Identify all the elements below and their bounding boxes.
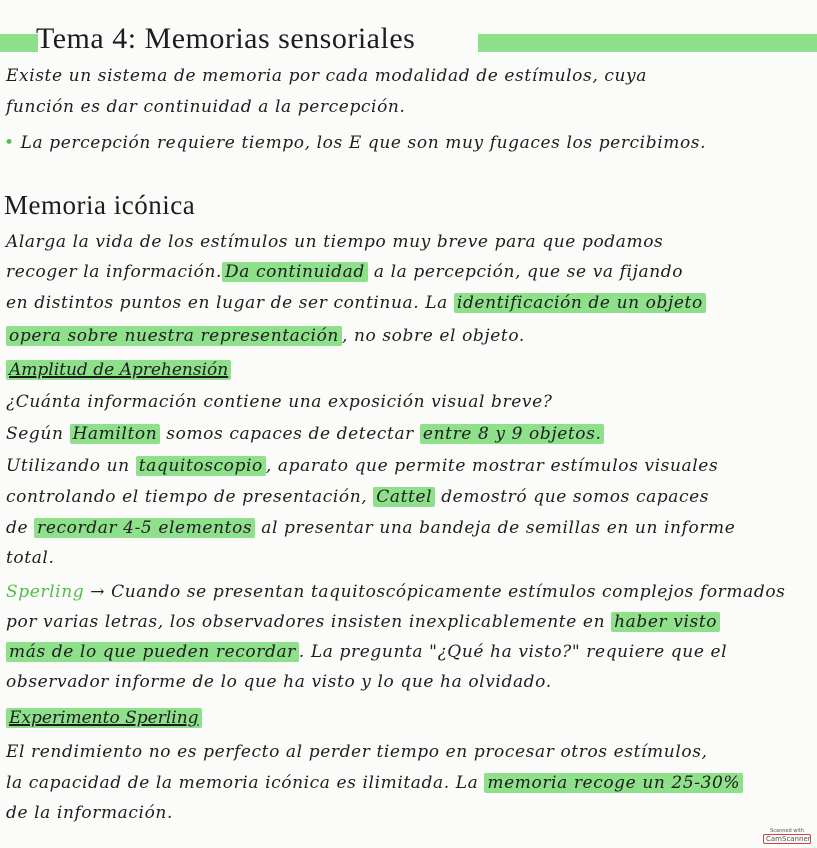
sperling-line-2 xyxy=(6,612,817,632)
exp-l2-text: la capacidad de la memoria icónica es ilimitada. La xyxy=(6,773,485,793)
sperling-line-4: observador informe de lo que ha visto y lo que ha olvidado. xyxy=(6,672,552,692)
title-highlight-left xyxy=(0,34,38,52)
highlight-memoria-recoge: memoria recoge un 25-30% xyxy=(484,773,743,793)
subheading-amplitud xyxy=(6,360,231,380)
p1-l2-text: recoger la información. xyxy=(6,262,223,282)
p1-l2-tail: a la percepción, que se va fijando xyxy=(367,262,684,282)
total-line: total. xyxy=(6,548,55,568)
bullet-line xyxy=(4,133,817,153)
sperling-l2-text: por varias letras, los observadores insisten inexplicablemente en xyxy=(6,612,612,632)
sperling-l1-text: → Cuando se presentan taquitoscópicamente estímulos complejos formados xyxy=(84,582,786,602)
question-line: ¿Cuánta información contiene una exposición visual breve? xyxy=(6,392,553,412)
taq-pre: Utilizando un xyxy=(6,456,136,476)
subheading-amplitud-text: Amplitud de Aprehensión xyxy=(6,360,231,380)
sperling-line-3 xyxy=(6,642,817,662)
highlight-taquitoscopio: taquitoscopio xyxy=(136,456,266,476)
taquitoscopio-line xyxy=(6,456,817,476)
highlight-mas-de-lo-que: más de lo que pueden recordar xyxy=(6,642,299,662)
sperling-line-1 xyxy=(6,582,817,602)
recordar-line xyxy=(6,518,817,538)
p1-l4-tail: , no sobre el objeto. xyxy=(341,326,525,346)
highlight-identificacion: identificación de un objeto xyxy=(454,293,706,313)
scanner-small-text: Scanned with xyxy=(770,828,804,834)
p1-l3-text: en distintos puntos en lugar de ser continua. La xyxy=(6,293,454,313)
subheading-experimento-text: Experimento Sperling xyxy=(6,708,202,728)
cattel-tail: demostró que somos capaces xyxy=(435,487,710,507)
p1-line-1: Alarga la vida de los estímulos un tiempo muy breve para que podamos xyxy=(6,232,664,252)
bullet-dot-icon: • xyxy=(4,133,21,153)
highlight-cattel: Cattel xyxy=(373,487,435,507)
highlight-haber-visto: haber visto xyxy=(611,612,720,632)
cattel-pre: controlando el tiempo de presentación, xyxy=(6,487,374,507)
highlight-representacion: opera sobre nuestra representación xyxy=(6,326,342,346)
taq-tail: , aparato que permite mostrar estímulos visuales xyxy=(265,456,719,476)
sperling-l3-tail: . La pregunta "¿Qué ha visto?" requiere que el xyxy=(298,642,728,662)
recordar-tail: al presentar una bandeja de semillas en un informe xyxy=(255,518,736,538)
highlight-recordar-4-5: recordar 4-5 elementos xyxy=(34,518,255,538)
scanner-brand-text: CamScanner xyxy=(763,834,811,844)
highlight-8-9-objetos: entre 8 y 9 objetos. xyxy=(420,424,605,444)
p1-line-2 xyxy=(6,262,817,282)
highlight-da-continuidad: Da continuidad xyxy=(222,262,368,282)
bullet-text: La percepción requiere tiempo, los E que son muy fugaces los percibimos. xyxy=(20,133,707,153)
cattel-line xyxy=(6,487,817,507)
sperling-label: Sperling xyxy=(6,582,85,602)
hamilton-mid: somos capaces de detectar xyxy=(160,424,420,444)
experimento-line-2 xyxy=(6,773,817,793)
subheading-experimento xyxy=(6,708,202,728)
camscanner-logo xyxy=(763,828,811,844)
page-title: Tema 4: Memorias sensoriales xyxy=(36,22,416,55)
p1-line-4 xyxy=(6,326,817,346)
intro-line-2: función es dar continuidad a la percepción. xyxy=(6,97,406,117)
section-heading-iconica: Memoria icónica xyxy=(4,190,196,220)
hamilton-line xyxy=(6,424,817,444)
highlight-hamilton: Hamilton xyxy=(70,424,161,444)
recordar-pre: de xyxy=(6,518,35,538)
hamilton-pre: Según xyxy=(6,424,70,444)
intro-line-1: Existe un sistema de memoria por cada modalidad de estímulos, cuya xyxy=(6,66,647,86)
p1-line-3 xyxy=(6,293,817,313)
experimento-line-1: El rendimiento no es perfecto al perder tiempo en procesar otros estímulos, xyxy=(6,742,708,762)
experimento-line-3: de la información. xyxy=(6,803,173,823)
